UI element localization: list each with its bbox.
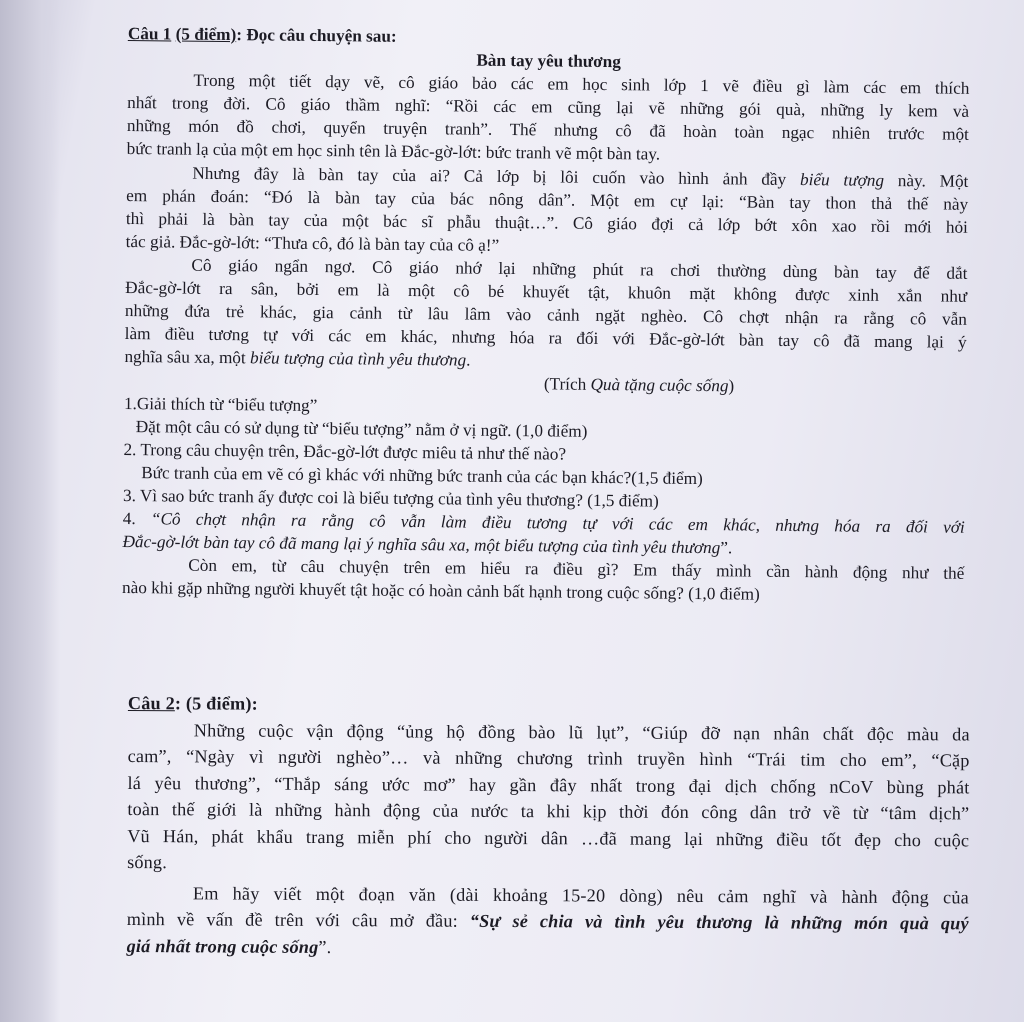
story-p1-line-4: bức tranh lạ của một em học sinh tên là Đắc-gờ-lớt: bức tranh vẽ một bàn tay. (126, 139, 661, 165)
italic-phrase: biểu tượng của tình yêu thương (249, 348, 467, 370)
question-1-4-line-4: nào khi gặp những người khuyết tật hoặc có hoàn cảnh bất hạnh trong cuộc sống? (1,0 điểm) (121, 578, 760, 604)
story-p2-line-2: em phán đoán: “Đó là bàn tay của bác nông dân”. Một em cự lại: “Bàn tay thon thả thế này (126, 185, 969, 214)
q2-p1-line-6: sống. (127, 851, 168, 873)
story-p3-line-2: Đắc-gờ-lớt ra sân, bởi em là một cô bé khuyết tật, khuôn mặt không được xinh xắn như (125, 278, 968, 306)
text-run: (Trích (543, 374, 591, 395)
question-1-2-task: Bức tranh của em vẽ có gì khác với những bức tranh của các bạn khác?(1,5 điểm) (141, 462, 703, 488)
q2-p1-line-3: lá yêu thương”, “Thắp sáng ước mơ” hay gần đây nhất trong đại dịch chống nCoV bùng phát (127, 772, 970, 797)
italic-opening-sentence: “Sự sẻ chia và tình yêu thương là những món quà quý (469, 910, 969, 934)
question-1-1: 1.Giải thích từ “biểu tượng” (123, 393, 318, 415)
italic-quote: “Cô chợt nhận ra rằng cô vẫn làm điều tương tự với các em khác, nhưng hóa ra đối với (150, 509, 965, 537)
text-run: mình về vấn đề trên với câu mở đầu: (126, 908, 470, 931)
italic-quote: Đắc-gờ-lớt bàn tay cô đã mang lại ý nghĩa sâu xa, một biểu tượng của tình yêu thương (122, 532, 721, 558)
question-2-section (127, 690, 970, 963)
question-1-section (122, 22, 970, 608)
question-2-label: Câu 2 (127, 692, 175, 714)
q2-p2-line-2 (127, 906, 969, 937)
story-p1-line-2: nhất trong đời. Cô giáo thầm nghĩ: “Rồi các em cũng lại vẽ những gói quà, những ly kem và (127, 93, 970, 122)
text-run: ”. (720, 538, 733, 558)
story-p2-line-4: tác giả. Đắc-gờ-lớt: “Thưa cô, đó là bàn tay của cô ạ!” (125, 231, 500, 255)
q2-p2-line-3 (127, 932, 969, 963)
question-1-3: 3. Vì sao bức tranh ấy được coi là biểu tượng của tình yêu thương? (1,5 điểm) (122, 485, 659, 511)
question-2-heading (128, 690, 970, 721)
text-run: . (466, 350, 471, 370)
text-run: này. Một (883, 170, 969, 191)
page-shadow-edge (0, 0, 60, 1022)
text-run: ) (728, 376, 735, 396)
story-p3-line-4: làm điều tương tự với các em khác, nhưng hóa ra đối với Đắc-gờ-lớt bàn tay cô đã mang lại ý (124, 324, 967, 353)
q2-p1-line-5: Vũ Hán, phát khẩu trang miễn phí cho người dân …đã mang lại những điều tốt đẹp cho cuộc (127, 825, 970, 850)
story-title: Bàn tay yêu thương (476, 50, 621, 72)
question-1-4-line-3: Còn em, từ câu chuyện trên em hiểu ra điều gì? Em thấy mình cần hành động như thế (188, 555, 965, 583)
story-p3-line-3: những đứa trẻ khác, gia cảnh từ lâu lâm vào cảnh ngặt nghèo. Cô chợt nhận ra rằng cô vẫn (124, 301, 968, 329)
question-1-instruction: : Đọc câu chuyện sau: (236, 25, 397, 46)
story-p2-line-3: thì phải là bàn tay của một bác sĩ phẫu thuật…”. Cô giáo đợi cả lớp bớt xôn xao rồi mới hỏi (125, 208, 968, 237)
italic-term: biểu tượng (799, 169, 885, 190)
q2-p1-line-1: Những cuộc vận động “ủng hộ đồng bào lũ lụt”, “Giúp đỡ nạn nhân chất độc màu da (193, 719, 970, 744)
question-2-points: : (5 điểm): (174, 693, 258, 714)
story-p1-line-1: Trong một tiết dạy vẽ, cô giáo bảo các em học sinh lớp 1 vẽ điều gì làm các em thích (193, 70, 970, 99)
story-p3-line-1: Cô giáo ngẩn ngơ. Cô giáo nhớ lại những phút ra chơi thường dùng bàn tay để dắt (191, 255, 968, 283)
question-1-label: Câu 1 (127, 23, 172, 44)
q2-p2-line-1: Em hãy viết một đoạn văn (dài khoảng 15-20 dòng) nêu cảm nghĩ và hành động của (192, 882, 969, 907)
italic-opening-sentence: giá nhất trong cuộc sống (126, 935, 319, 957)
question-1-points: (5 điểm) (175, 24, 237, 45)
text-run: nghĩa sâu xa, một (124, 347, 251, 368)
text-run: ”. (318, 936, 332, 957)
source-book-title: Quà tặng cuộc sống (590, 375, 729, 396)
question-1-2: 2. Trong câu chuyện trên, Đắc-gờ-lớt được miêu tả như thế nào? (123, 439, 567, 464)
q2-p1-line-4: toàn thế giới là những hành động của nước ta khi kịp thời đón công dân trở về từ “tâm dịch” (127, 798, 970, 824)
story-p1-line-3: những món đồ chơi, quyển truyện tranh”. Thế nhưng cô đã hoàn toàn ngạc nhiên trước một (126, 116, 969, 145)
text-run: 4. (122, 508, 152, 529)
question-1-1-task: Đặt một câu có sử dụng từ “biểu tượng” nằm ở vị ngữ. (1,0 điểm) (135, 416, 588, 441)
text-run: Nhưng đây là bàn tay của ai? Cả lớp bị lôi cuốn vào hình ảnh đầy (192, 163, 801, 189)
q2-p1-line-2: cam”, “Ngày vì người nghèo”… và những chương trình truyền hình “Trái tim cho em”, “Cặp (127, 745, 970, 771)
